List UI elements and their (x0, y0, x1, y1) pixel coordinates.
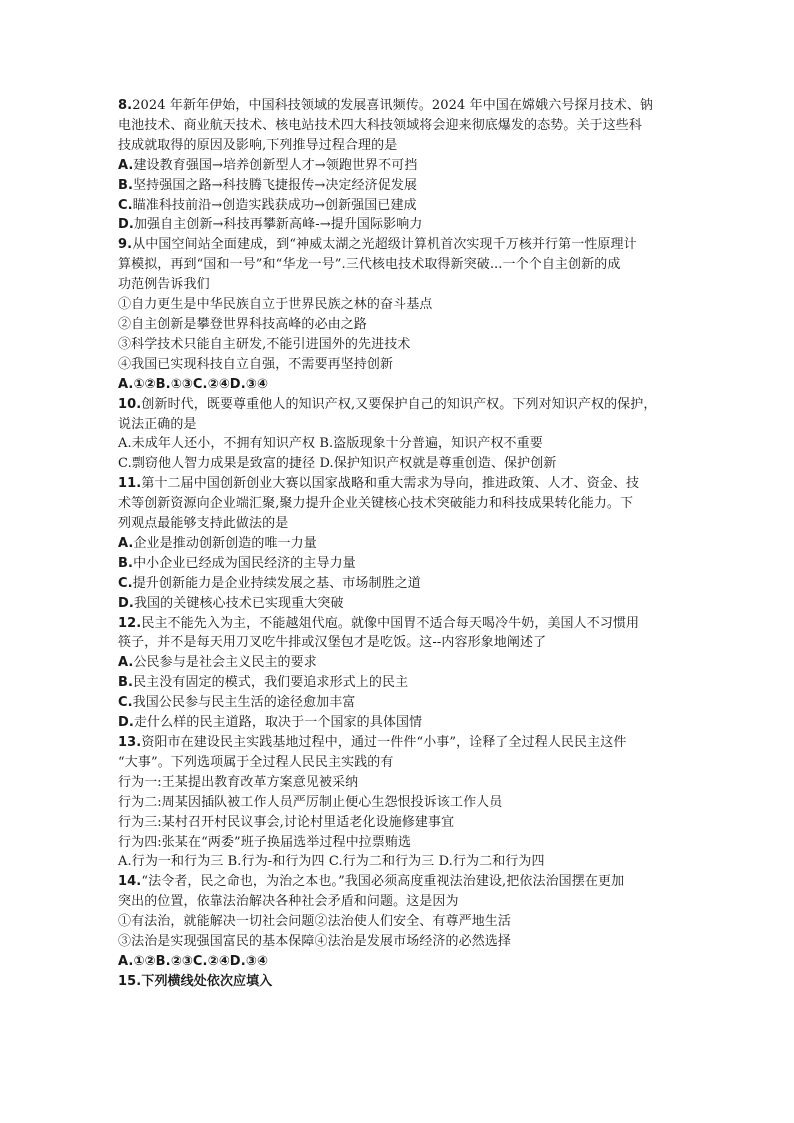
stem-text: 资阳市在建设民主实践基地过程中，通过一件件“小事”，诠释了全过程人民民主这件 (141, 735, 627, 750)
statement: 行为二:周某因插队被工作人员严厉制止便心生怨恨投诉该工作人员 (118, 794, 503, 810)
question-stem-line: “大事”。下列选项属于全过程人民民主实践的有 (118, 754, 394, 770)
question-number: 11. (118, 476, 142, 492)
question-8 (118, 96, 680, 235)
answer-choices: A.①②B.①③C.②④D.③④ (118, 376, 268, 392)
option-text: 民主没有固定的模式，我们要追求形式上的民主 (133, 675, 409, 691)
option-key: B. (118, 177, 134, 193)
option-key: C. (118, 197, 133, 213)
statement: ④我国已实现科技自立自强，不需要再坚持创新 (118, 356, 394, 372)
option-text: 提升创新能力是企业持续发展之基、市场制胜之道 (132, 575, 421, 591)
stem-text: 2024 年新年伊始，中国科技领域的发展喜讯频传。2024 年中国在嫦娥六号探月技术、钠 (132, 98, 654, 113)
question-11 (118, 474, 680, 613)
question-number: 13. (118, 735, 142, 750)
option-text: 我国的关键核心技术已实现重大突破 (133, 595, 344, 611)
question-number: 9. (118, 237, 133, 253)
question-stem-line: 突出的位置，依靠法治解决各种社会矛盾和问题。这是因为 (118, 894, 459, 910)
question-stem-line: 筷子，并不是每天用刀叉吃牛排或汉堡包才是吃饭。这--内容形象地阐述了 (118, 635, 547, 651)
stem-text: 民主不能先入为主，不能越俎代庖。就像中国胃不适合每天喝冷牛奶，美国人不习惯用 (141, 615, 640, 631)
question-stem-line: 术等创新资源向企业端汇聚,聚力提升企业关键核心技术突破能力和科技成果转化能力。下 (118, 496, 634, 512)
option-text: 走什么样的民主道路，取决于一个国家的具体国情 (133, 715, 423, 731)
stem-text: “法令者，民之命也，为治之本也。”我国必须高度重视法治建设,把依法治国摆在更加 (141, 874, 625, 890)
option-line: C.剽窃他人智力成果是致富的捷径 D.保护知识产权就是尊重创造、保护创新 (118, 456, 557, 472)
question-9 (118, 235, 680, 394)
option-c (118, 574, 680, 594)
option-key: A. (118, 535, 134, 551)
statement: 行为三:某村召开村民议事会,讨论村里适老化设施修建事宜 (118, 814, 455, 830)
question-number: 14. (118, 874, 142, 890)
option-key: B. (118, 555, 134, 571)
question-stem-line (118, 872, 680, 892)
option-b (118, 673, 680, 693)
question-stem-line: 说法正确的是 (118, 416, 197, 432)
question-stem-line (118, 733, 680, 753)
statement: ②自主创新是攀登世界科技高峰的必由之路 (118, 316, 367, 332)
statement: ①有法治，就能解决一切社会问题②法治使人们安全、有尊严地生活 (118, 914, 512, 930)
question-number: 12. (118, 615, 142, 631)
question-stem-line (118, 395, 680, 415)
statement: ③法治是实现强国富民的基本保障④法治是发展市场经济的必然选择 (118, 934, 512, 950)
question-number: 8. (118, 98, 133, 113)
statement: ③科学技术只能自主研发,不能引进国外的先进技术 (118, 336, 411, 352)
option-text: 建设教育强国→培养创新型人才→领跑世界不可挡 (133, 157, 418, 173)
option-key: A. (118, 655, 134, 671)
option-key: C. (118, 695, 133, 711)
question-12 (118, 614, 680, 733)
question-stem-line (118, 474, 680, 494)
option-key: D. (118, 715, 134, 731)
option-key: B. (118, 675, 134, 691)
option-text: 我国公民参与民主生活的途径愈加丰富 (132, 695, 356, 711)
stem-text: 创新时代，既要尊重他人的知识产权,又要保护自己的知识产权。下列对知识产权的保护， (141, 396, 657, 412)
option-a (118, 534, 680, 554)
question-stem-line: 算模拟，再到“国和一号”和“华龙一号”.三代核电技术取得新突破...一个个自主创新的成 (118, 257, 621, 273)
option-b (118, 554, 680, 574)
option-a (118, 653, 680, 673)
question-stem-line: 列观点最能够支持此做法的是 (118, 516, 289, 532)
option-c (118, 693, 680, 713)
question-13 (118, 733, 680, 872)
question-10 (118, 395, 680, 475)
question-stem-line (118, 972, 680, 992)
option-text: 中小企业已经成为国民经济的主导力量 (133, 555, 356, 571)
answer-choices: A.行为一和行为三 B.行为-和行为四 C.行为二和行为三 D.行为二和行为四 (118, 854, 545, 870)
question-stem-line: 功范例告诉我们 (118, 277, 210, 293)
option-key: D. (118, 595, 134, 611)
stem-text: 第十二届中国创新创业大赛以国家战略和重大需求为导向，推进政策、人才、资金、技 (141, 476, 640, 492)
option-text: 加强自主创新→科技再攀新高峰-→提升国际影响力 (133, 217, 423, 233)
question-14 (118, 872, 680, 972)
option-a (118, 156, 680, 176)
statement: 行为一:王某提出教育改革方案意见被采纳 (118, 774, 359, 790)
option-c (118, 196, 680, 216)
question-number: 15. (118, 973, 142, 989)
question-stem-line (118, 614, 680, 634)
option-text: 公民参与是社会主义民主的要求 (133, 655, 317, 671)
question-stem-line (118, 235, 680, 255)
option-key: C. (118, 575, 133, 591)
option-text: 坚持强国之路→科技腾飞捷报传→决定经济促发展 (133, 177, 418, 193)
option-key: D. (118, 217, 134, 233)
option-text: 企业是推动创新创造的唯一力量 (133, 535, 317, 551)
answer-choices: A.①②B.②③C.②④D.③④ (118, 953, 268, 969)
option-d (118, 713, 680, 733)
stem-text: 下列横线处依次应填入 (141, 973, 273, 989)
option-line: A.未成年人还小，不拥有知识产权 B.盗版现象十分普遍，知识产权不重要 (118, 436, 543, 452)
question-stem-line (118, 96, 680, 116)
option-text: 瞄准科技前沿→创造实践获成功→创新强国已建成 (132, 197, 417, 213)
option-b (118, 176, 680, 196)
statement: ①自力更生是中华民族自立于世界民族之林的奋斗基点 (118, 297, 433, 313)
option-key: A. (118, 157, 134, 173)
question-stem-line: 电池技术、商业航天技术、核电站技术四大科技领域将会迎来彻底爆发的态势。关于这些科 (118, 117, 643, 133)
question-15 (118, 972, 680, 992)
document-page (118, 96, 680, 992)
stem-text: 从中国空间站全面建成，到“神威太湖之光超级计算机首次实现千万核并行第一性原理计 (132, 237, 637, 253)
statement: 行为四:张某在“两委”班子换届选举过程中拉票贿选 (118, 834, 412, 850)
question-stem-line: 技成就取得的原因及影响,下列推导过程合理的是 (118, 137, 398, 153)
option-d (118, 594, 680, 614)
question-number: 10. (118, 396, 142, 412)
option-d (118, 215, 680, 235)
